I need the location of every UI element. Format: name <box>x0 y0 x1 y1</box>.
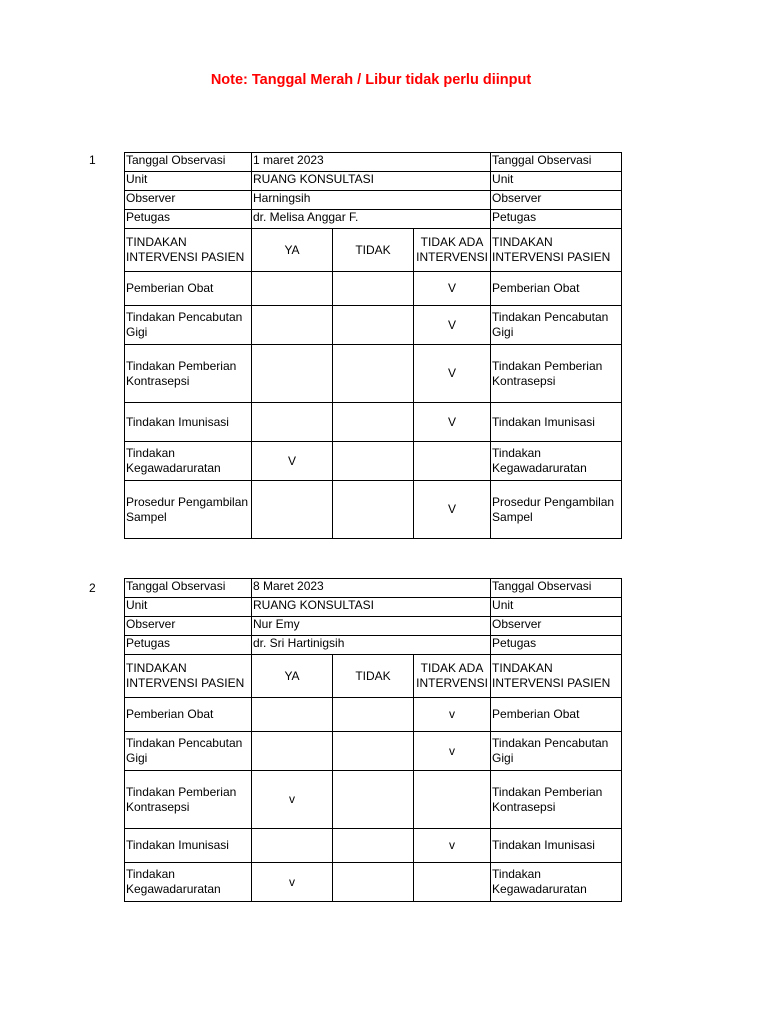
action-label: Tindakan Pencabutan Gigi <box>125 306 252 345</box>
tidak-ada-cell: v <box>414 829 491 863</box>
label-petugas: Petugas <box>125 210 252 229</box>
observation-number: 1 <box>89 153 96 167</box>
ya-cell <box>252 272 333 306</box>
value-petugas: dr. Sri Hartinigsih <box>252 636 491 655</box>
tidak-ada-cell <box>414 863 491 902</box>
table-row <box>125 272 622 306</box>
action-label: Tindakan Pemberian Kontrasepsi <box>125 345 252 403</box>
tidak-ada-cell: v <box>414 698 491 732</box>
observation-table <box>124 578 622 902</box>
col-ya: YA <box>252 229 333 272</box>
value-tanggal: 1 maret 2023 <box>252 153 491 172</box>
ya-cell: V <box>252 442 333 481</box>
table-row <box>125 345 622 403</box>
col-action-right: TINDAKAN INTERVENSI PASIEN <box>491 229 622 272</box>
ya-cell <box>252 829 333 863</box>
tidak-cell <box>333 442 414 481</box>
col-tidak-ada: TIDAK ADA INTERVENSI <box>414 655 491 698</box>
tidak-ada-cell: V <box>414 481 491 539</box>
observation-table <box>124 152 622 539</box>
label-unit: Unit <box>125 598 252 617</box>
action-label: Tindakan Pencabutan Gigi <box>125 732 252 771</box>
row-unit <box>125 172 622 191</box>
col-tidak: TIDAK <box>333 229 414 272</box>
table-row <box>125 442 622 481</box>
tidak-cell <box>333 306 414 345</box>
observation-number: 2 <box>89 581 96 595</box>
action-label: Pemberian Obat <box>125 698 252 732</box>
row-unit <box>125 598 622 617</box>
value-observer: Nur Emy <box>252 617 491 636</box>
row-petugas <box>125 636 622 655</box>
label-observer: Observer <box>125 191 252 210</box>
action-label: Tindakan Pemberian Kontrasepsi <box>125 771 252 829</box>
label-petugas-right: Petugas <box>491 636 622 655</box>
label-tanggal: Tanggal Observasi <box>125 579 252 598</box>
col-tidak-ada: TIDAK ADA INTERVENSI <box>414 229 491 272</box>
label-observer-right: Observer <box>491 191 622 210</box>
value-petugas: dr. Melisa Anggar F. <box>252 210 491 229</box>
label-tanggal-right: Tanggal Observasi <box>491 579 622 598</box>
tidak-cell <box>333 403 414 442</box>
ya-cell <box>252 481 333 539</box>
tidak-ada-cell <box>414 442 491 481</box>
label-petugas-right: Petugas <box>491 210 622 229</box>
action-label-right: Tindakan Pencabutan Gigi <box>491 732 622 771</box>
action-label-right: Tindakan Pencabutan Gigi <box>491 306 622 345</box>
col-action: TINDAKAN INTERVENSI PASIEN <box>125 229 252 272</box>
tidak-ada-cell <box>414 771 491 829</box>
tidak-cell <box>333 345 414 403</box>
table-row <box>125 863 622 902</box>
action-label-right: Tindakan Imunisasi <box>491 829 622 863</box>
label-observer: Observer <box>125 617 252 636</box>
action-label: Tindakan Kegawadaruratan <box>125 863 252 902</box>
value-tanggal: 8 Maret 2023 <box>252 579 491 598</box>
tidak-cell <box>333 698 414 732</box>
action-label: Pemberian Obat <box>125 272 252 306</box>
table-row <box>125 732 622 771</box>
table-row <box>125 698 622 732</box>
row-tanggal <box>125 153 622 172</box>
row-petugas <box>125 210 622 229</box>
table-row <box>125 771 622 829</box>
action-label-right: Pemberian Obat <box>491 698 622 732</box>
column-header-row <box>125 229 622 272</box>
action-label: Prosedur Pengambilan Sampel <box>125 481 252 539</box>
tidak-ada-cell: V <box>414 403 491 442</box>
ya-cell <box>252 698 333 732</box>
tidak-ada-cell: V <box>414 345 491 403</box>
label-observer-right: Observer <box>491 617 622 636</box>
tidak-ada-cell: V <box>414 306 491 345</box>
col-action: TINDAKAN INTERVENSI PASIEN <box>125 655 252 698</box>
action-label-right: Tindakan Kegawadaruratan <box>491 442 622 481</box>
tidak-ada-cell: v <box>414 732 491 771</box>
table-row <box>125 403 622 442</box>
ya-cell <box>252 732 333 771</box>
label-petugas: Petugas <box>125 636 252 655</box>
action-label: Tindakan Imunisasi <box>125 403 252 442</box>
col-action-right: TINDAKAN INTERVENSI PASIEN <box>491 655 622 698</box>
table-row <box>125 829 622 863</box>
table-row <box>125 306 622 345</box>
tidak-cell <box>333 863 414 902</box>
label-tanggal: Tanggal Observasi <box>125 153 252 172</box>
action-label-right: Prosedur Pengambilan Sampel <box>491 481 622 539</box>
value-unit: RUANG KONSULTASI <box>252 598 491 617</box>
table-row <box>125 481 622 539</box>
ya-cell: v <box>252 771 333 829</box>
value-unit: RUANG KONSULTASI <box>252 172 491 191</box>
tidak-cell <box>333 829 414 863</box>
column-header-row <box>125 655 622 698</box>
row-observer <box>125 617 622 636</box>
tidak-cell <box>333 732 414 771</box>
label-unit-right: Unit <box>491 598 622 617</box>
tidak-cell <box>333 481 414 539</box>
row-tanggal <box>125 579 622 598</box>
action-label-right: Pemberian Obat <box>491 272 622 306</box>
action-label-right: Tindakan Imunisasi <box>491 403 622 442</box>
value-observer: Harningsih <box>252 191 491 210</box>
ya-cell <box>252 403 333 442</box>
row-observer <box>125 191 622 210</box>
tidak-cell <box>333 272 414 306</box>
note-heading: Note: Tanggal Merah / Libur tidak perlu diinput <box>210 72 532 88</box>
ya-cell <box>252 306 333 345</box>
col-tidak: TIDAK <box>333 655 414 698</box>
action-label-right: Tindakan Pemberian Kontrasepsi <box>491 345 622 403</box>
col-ya: YA <box>252 655 333 698</box>
tidak-ada-cell: V <box>414 272 491 306</box>
action-label-right: Tindakan Kegawadaruratan <box>491 863 622 902</box>
action-label-right: Tindakan Pemberian Kontrasepsi <box>491 771 622 829</box>
tidak-cell <box>333 771 414 829</box>
label-unit: Unit <box>125 172 252 191</box>
action-label: Tindakan Kegawadaruratan <box>125 442 252 481</box>
label-tanggal-right: Tanggal Observasi <box>491 153 622 172</box>
action-label: Tindakan Imunisasi <box>125 829 252 863</box>
ya-cell: v <box>252 863 333 902</box>
label-unit-right: Unit <box>491 172 622 191</box>
ya-cell <box>252 345 333 403</box>
